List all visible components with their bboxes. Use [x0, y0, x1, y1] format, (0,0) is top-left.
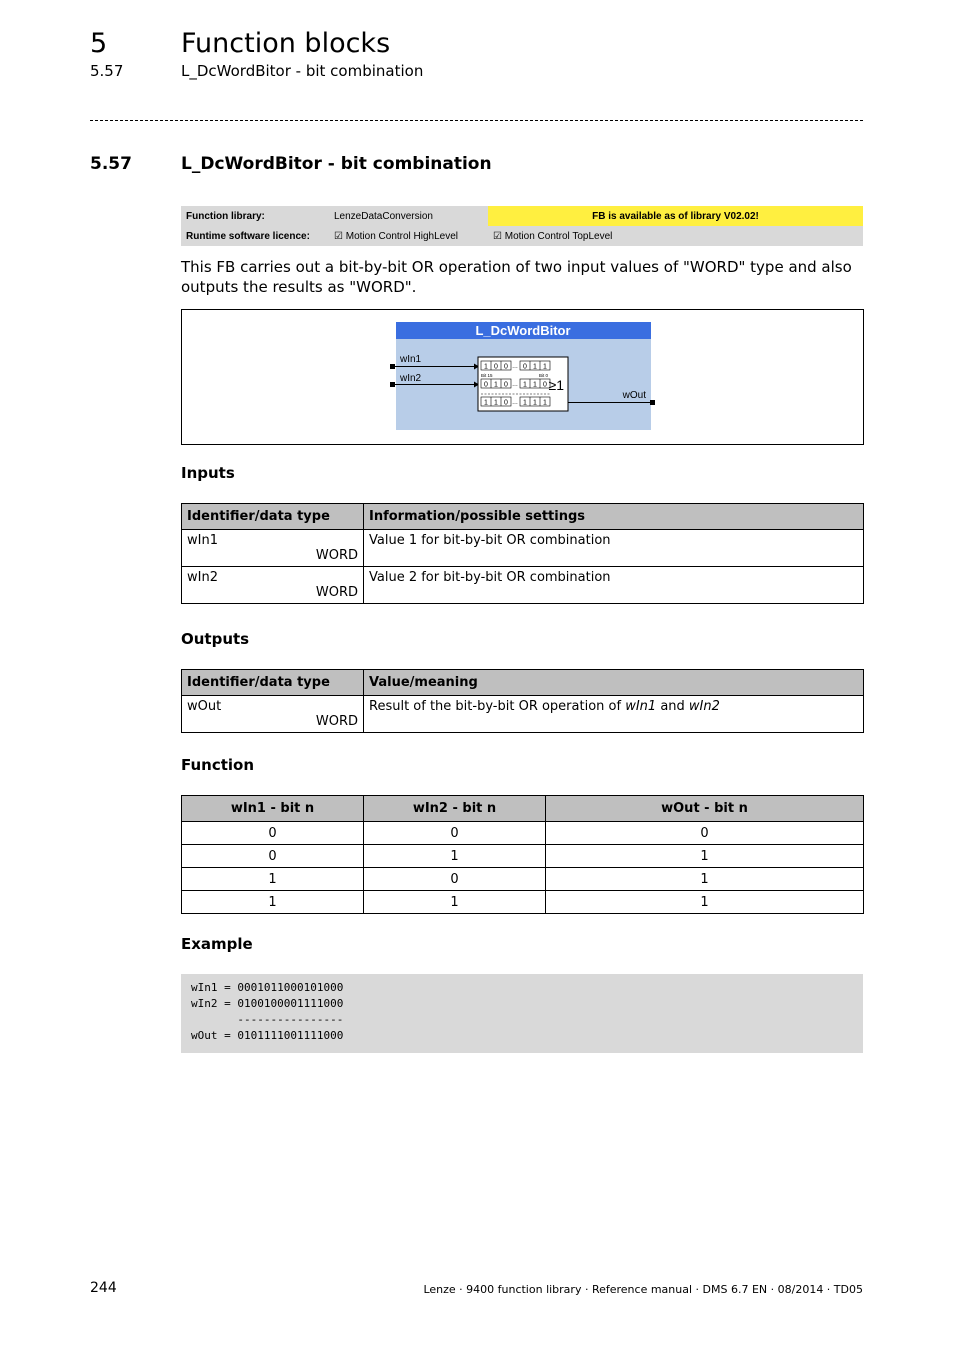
bit15-label: Bit 15 [481, 373, 493, 378]
table-header-row [182, 504, 864, 530]
identifier: wOut [187, 699, 222, 714]
bit-cell: 0 [484, 381, 488, 389]
chapter-number: 5 [90, 28, 108, 59]
table-row [182, 891, 864, 914]
input2-pin [390, 382, 395, 387]
example-line: wIn1 = 0001011000101000 [191, 981, 344, 994]
identifier-cell [182, 567, 364, 604]
truth-col-header: wIn2 - bit n [364, 796, 546, 822]
example-line: wIn2 = 0100100001111000 [191, 997, 344, 1010]
header-section-number: 5.57 [90, 62, 124, 80]
input1-pin [390, 364, 395, 369]
availability-note: FB is available as of library V02.02! [488, 206, 863, 226]
page-number: 244 [90, 1280, 117, 1296]
identifier-cell [182, 530, 364, 567]
inputs-col1-header: Identifier/data type [182, 504, 364, 530]
info-cell [364, 696, 864, 733]
bit-cell: 1 [523, 381, 527, 389]
svg-text:…: … [512, 382, 518, 388]
table-row [182, 696, 864, 733]
info-mid: and [656, 699, 689, 714]
truth-cell: 0 [364, 822, 546, 845]
truth-cell: 1 [182, 868, 364, 891]
bit-cell: 1 [484, 399, 488, 407]
section-number: 5.57 [90, 154, 132, 174]
bit-cell: 1 [494, 381, 498, 389]
block-title: L_DcWordBitor [475, 323, 571, 338]
truth-cell: 1 [364, 845, 546, 868]
info-var-1: wIn1 [625, 699, 657, 714]
bit0-label: Bit 0 [538, 373, 548, 378]
bit-cell: 0 [494, 363, 498, 371]
truth-cell: 0 [364, 868, 546, 891]
example-heading: Example [181, 935, 253, 953]
truth-cell: 1 [182, 891, 364, 914]
data-type: WORD [315, 585, 358, 600]
bit-cell: 1 [533, 399, 537, 407]
bit-cell: 1 [533, 363, 537, 371]
bit-cell: 1 [543, 399, 547, 407]
footer-text: Lenze · 9400 function library · Reference manual · DMS 6.7 EN · 08/2014 · TD05 [423, 1283, 863, 1296]
outputs-table [181, 669, 864, 733]
library-row [181, 206, 863, 226]
truth-cell: 0 [182, 822, 364, 845]
identifier: wIn2 [187, 570, 218, 585]
truth-cell: 0 [182, 845, 364, 868]
truth-col-header: wOut - bit n [546, 796, 864, 822]
info-var-2: wIn2 [688, 699, 720, 714]
info-cell: Value 2 for bit-by-bit OR combination [364, 567, 864, 604]
example-code-block [181, 974, 863, 1053]
truth-cell: 1 [364, 891, 546, 914]
bit-cell: 0 [504, 381, 508, 389]
function-block-diagram [181, 309, 864, 445]
library-info-table [181, 206, 863, 246]
licence-toplevel: ☑ Motion Control TopLevel [488, 226, 863, 246]
inputs-col2-header: Information/possible settings [364, 504, 864, 530]
table-row [182, 530, 864, 567]
outputs-col2-header: Value/meaning [364, 670, 864, 696]
example-line: wOut = 0101111001111000 [191, 1029, 344, 1042]
bit-cell: 1 [523, 399, 527, 407]
input1-label: wIn1 [400, 354, 422, 365]
bit-cell: 1 [484, 363, 488, 371]
output-label: wOut [622, 390, 646, 401]
licence-label: Runtime software licence: [181, 226, 329, 246]
inputs-table [181, 503, 864, 604]
truth-cell: 1 [546, 891, 864, 914]
output-pin [650, 400, 655, 405]
chapter-title: Function blocks [181, 28, 391, 59]
bit-cell: 1 [543, 363, 547, 371]
data-type: WORD [315, 548, 358, 563]
bit-cell: 0 [504, 363, 508, 371]
truth-table [181, 795, 864, 914]
table-row [182, 868, 864, 891]
bit-cell: 1 [533, 381, 537, 389]
table-row [182, 567, 864, 604]
function-library-value: LenzeDataConversion [329, 206, 488, 226]
or-operator-symbol: ≥1 [548, 377, 564, 393]
table-header-row [182, 796, 864, 822]
header-section-title: L_DcWordBitor - bit combination [181, 62, 424, 80]
outputs-heading: Outputs [181, 630, 250, 648]
info-prefix: Result of the bit-by-bit OR operation of [369, 699, 626, 714]
input2-label: wIn2 [400, 373, 422, 384]
truth-col-header: wIn1 - bit n [182, 796, 364, 822]
function-library-label: Function library: [181, 206, 329, 226]
bit-cell: 0 [504, 399, 508, 407]
licence-highlevel: ☑ Motion Control HighLevel [329, 226, 488, 246]
table-header-row [182, 670, 864, 696]
identifier: wIn1 [187, 533, 218, 548]
header-divider [90, 120, 863, 121]
bit-cell: 0 [523, 363, 527, 371]
truth-cell: 1 [546, 845, 864, 868]
truth-cell: 1 [546, 868, 864, 891]
bit-cell: 1 [494, 399, 498, 407]
table-row [182, 822, 864, 845]
diagram-svg [182, 310, 865, 446]
bit-cell: 0 [543, 381, 547, 389]
licence-row [181, 226, 863, 246]
identifier-cell [182, 696, 364, 733]
intro-paragraph: This FB carries out a bit-by-bit OR operation of two input values of "WORD" type and also outputs the results as "WORD". [181, 258, 852, 296]
table-row [182, 845, 864, 868]
outputs-col1-header: Identifier/data type [182, 670, 364, 696]
info-cell: Value 1 for bit-by-bit OR combination [364, 530, 864, 567]
truth-cell: 0 [546, 822, 864, 845]
svg-text:…: … [512, 364, 518, 370]
svg-text:…: … [512, 400, 518, 406]
data-type: WORD [315, 714, 358, 729]
section-title: L_DcWordBitor - bit combination [181, 154, 492, 174]
function-heading: Function [181, 756, 255, 774]
example-line: ---------------- [191, 1013, 344, 1026]
inputs-heading: Inputs [181, 464, 235, 482]
